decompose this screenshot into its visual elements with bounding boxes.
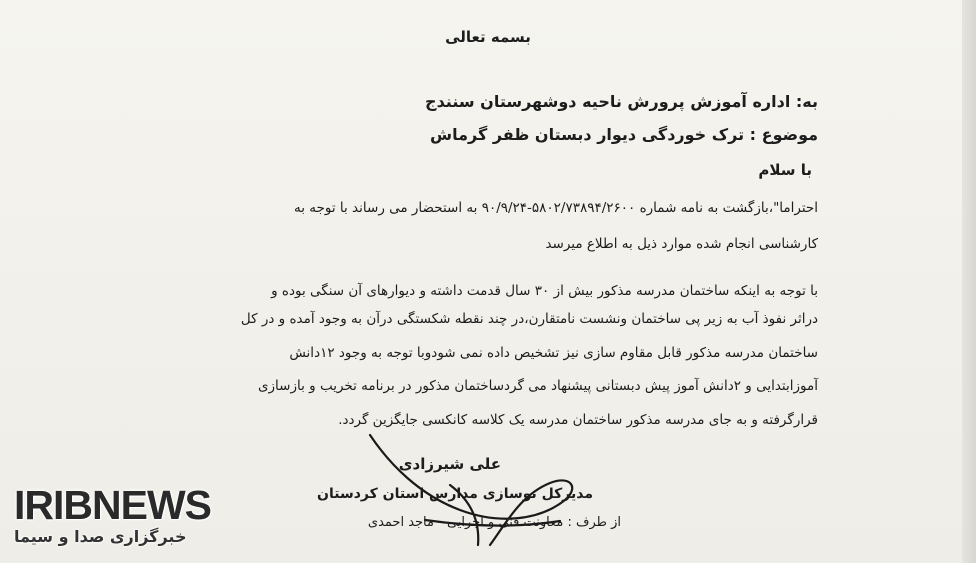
body-line-7: قرارگرفته و به جای مدرسه مذکور ساختمان مدرسه یک کلاسه کانکسی جایگزین گردد. [338,412,818,428]
signer-title: مدیرکل نوسازی مدارس استان کردستان [317,486,593,502]
iribnews-logo [14,482,211,546]
greeting-line: با سلام [758,161,812,179]
body-line-3: با توجه به اینکه ساختمان مدرسه مذکور بیش از ۳۰ سال قدمت داشته و دیوارهای آن سنگی بوده و [271,283,818,299]
body-line-2: کارشناسی انجام شده موارد ذیل به اطلاع میرسد [545,236,818,252]
signer-name: علی شیرزادی [398,455,501,473]
from-line: از طرف : معاونت فنی و اجرایی - ماجد احمدی [367,515,621,530]
recipient-line: به: اداره آموزش پرورش ناحیه دوشهرستان سنندج [425,92,818,111]
letter-heading: بسمه تعالی [445,28,531,46]
body-line-6: آموزابتدایی و ۲دانش آموز پیش دبستانی پیشنهاد می گردساختمان مذکور در برنامه تخریب و بازسازی [257,378,818,394]
subject-line: موضوع : ترک خوردگی دیوار دبستان ظفر گرماش [430,125,818,144]
body-line-1: احتراما"،بازگشت به نامه شماره ۵۸۰۲/۷۳۸۹۴/۲۶۰۰-۹۰/۹/۲۴ به استحضار می رساند با توجه به [294,200,818,216]
logo-tagline: خبرگزاری صدا و سیما [14,527,187,546]
logo-brand: IRIBNEWS [14,482,211,528]
page-edge [962,0,976,563]
body-line-4: دراثر نفوذ آب به زیر پی ساختمان ونشست نامتقارن،در چند نقطه شکستگی درآن به وجود آمده و در کل [240,311,818,327]
body-line-5: ساختمان مدرسه مذکور قابل مقاوم سازی نیز تشخیص داده نمی شودوبا توجه به وجود ۱۲دانش [289,345,818,361]
